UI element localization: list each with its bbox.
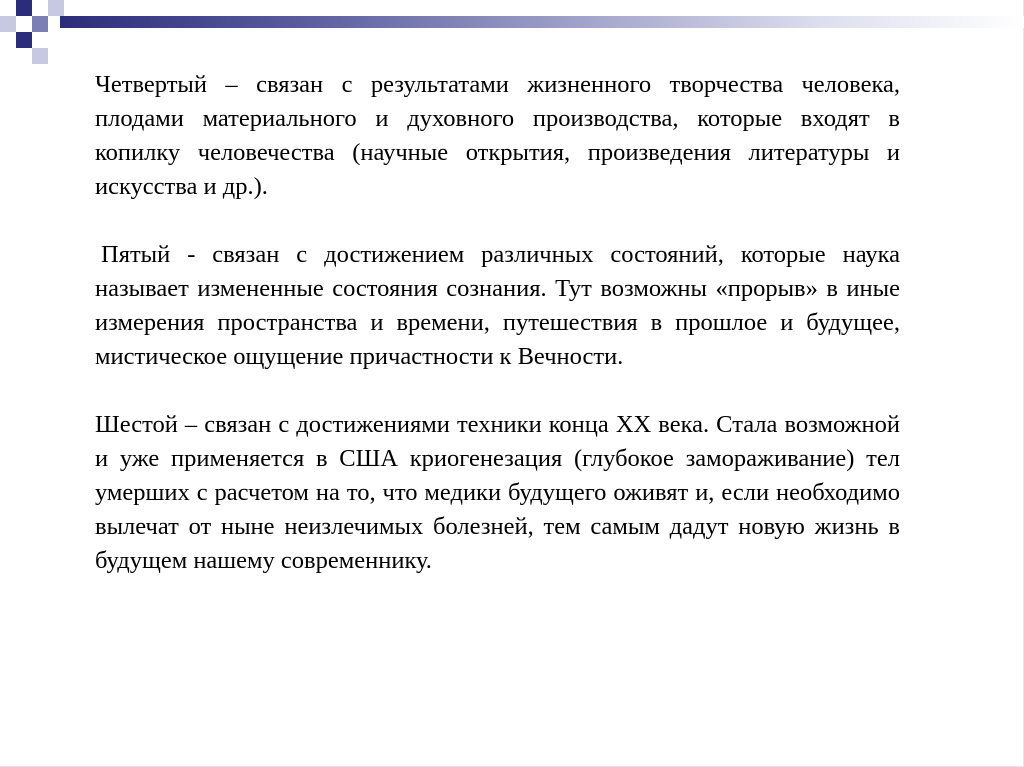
decor-square — [32, 16, 48, 32]
decor-square — [48, 0, 64, 16]
decor-square — [32, 48, 48, 64]
paragraph-fourth: Четвертый – связан с результатами жизненного творчества человека, плодами материального и духовного производства, которые входят в копилку человечества (научные открытия, произведения литературы и искусства и др.). — [95, 71, 900, 200]
corner-decoration — [0, 0, 80, 60]
decor-square — [16, 0, 32, 16]
slide-body — [95, 68, 900, 578]
header-gradient-bar — [60, 16, 1024, 28]
paragraph-sixth: Шестой – связан с достижениями техники конца XX века. Стала возможной и уже применяется в США криогенезация (глубокое замораживание) тел умерших с расчетом на то, что медики будущего оживят и, если необходимо вылечат от ныне неизлечимых болезней, тем самым дадут новую жизнь в будущем нашему современнику. — [95, 411, 900, 574]
decor-square — [0, 16, 16, 32]
decor-square — [16, 32, 32, 48]
paragraph-fifth: Пятый - связан с достижением различных состояний, которые наука называет измененные состояния сознания. Тут возможны «прорыв» в иные измерения пространства и времени, путешествия в прошлое и будущее, мистическое ощущение причастности к Вечности. — [95, 241, 900, 370]
